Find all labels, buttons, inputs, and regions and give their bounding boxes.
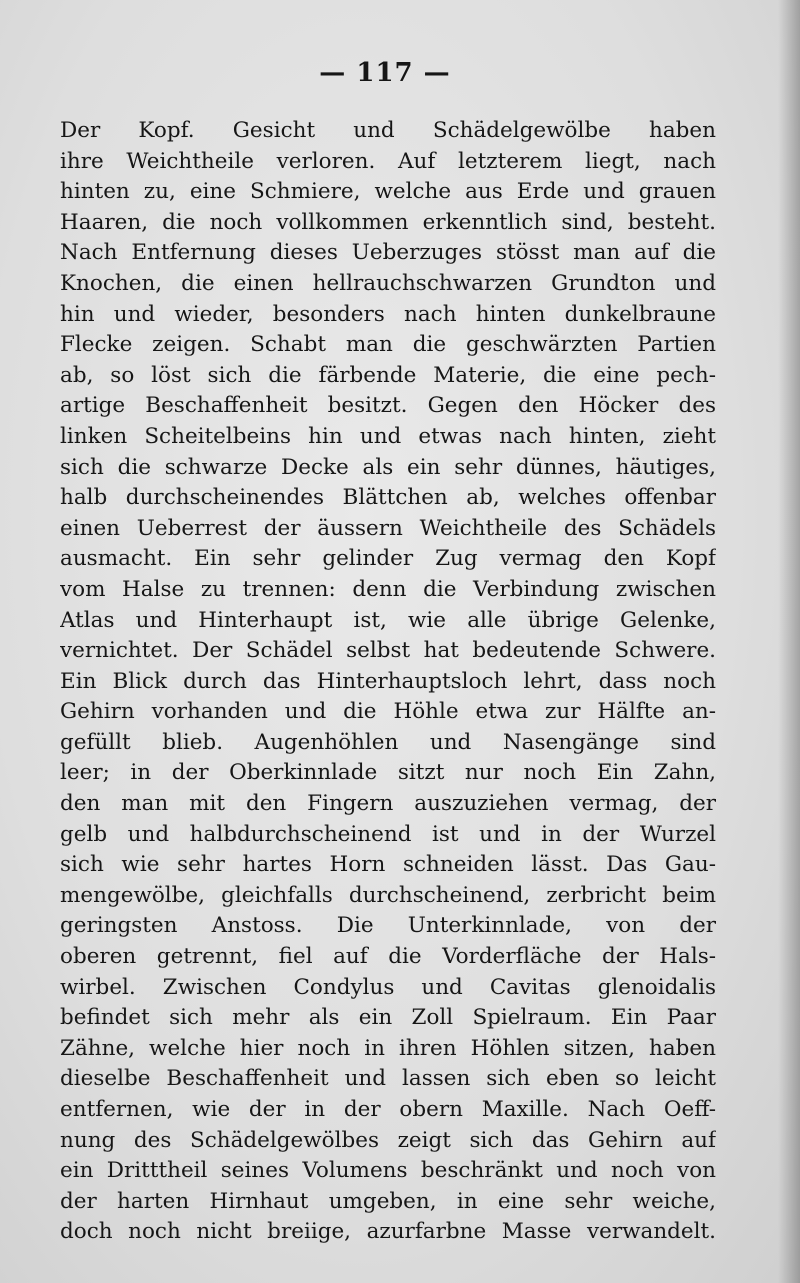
text-line: den man mit den Fingern auszuziehen vermag, der [60, 791, 716, 817]
text-line: ihre Weichtheile verloren. Auf letzterem liegt, nach [60, 148, 716, 174]
text-line: wirbel. Zwischen Condylus und Cavitas glenoidalis [60, 974, 716, 1000]
text-line: leer; in der Oberkinnlade sitzt nur noch Ein Zahn, [60, 760, 716, 786]
text-line: vom Halse zu trennen: denn die Verbindung zwischen [60, 576, 716, 602]
text-line: ein Dritttheil seines Volumens beschränkt und noch von [60, 1158, 716, 1184]
text-line: Der Kopf. Gesicht und Schädelgewölbe haben [60, 118, 716, 143]
text-line: ab, so löst sich die färbende Materie, die eine pech- [60, 362, 716, 388]
text-line: doch noch nicht breiige, azurfarbne Masse verwandelt. [60, 1219, 716, 1245]
text-line: Knochen, die einen hellrauchschwarzen Grundton und [60, 270, 716, 296]
text-line: artige Beschaffenheit besitzt. Gegen den Höcker des [60, 393, 716, 419]
text-line: entfernen, wie der in der obern Maxille. Nach Oeff- [60, 1097, 716, 1122]
text-line: Ein Blick durch das Hinterhauptsloch lehrt, dass noch [60, 668, 716, 694]
text-line: Nach Entfernung dieses Ueberzuges stösst man auf die [60, 240, 716, 266]
text-line: ausmacht. Ein sehr gelinder Zug vermag den Kopf [60, 546, 716, 572]
text-line: der harten Hirnhaut umgeben, in eine sehr weiche, [60, 1188, 716, 1214]
text-line: gelb und halbdurchscheinend ist und in der Wurzel [60, 821, 716, 847]
text-line: Haaren, die noch vollkommen erkenntlich sind, besteht. [60, 209, 716, 235]
text-line: Atlas und Hinterhaupt ist, wie alle übrige Gelenke, [60, 607, 716, 633]
text-line: einen Ueberrest der äussern Weichtheile des Schädels [60, 515, 716, 541]
text-line: mengewölbe, gleichfalls durchscheinend, zerbricht beim [60, 882, 716, 908]
page-number: — 117 — [319, 58, 451, 88]
page-edge-shadow [778, 0, 800, 1283]
text-line: nung des Schädelgewölbes zeigt sich das Gehirn auf [60, 1127, 716, 1153]
text-line: hin und wieder, besonders nach hinten dunkelbraune [60, 301, 716, 327]
text-line: Flecke zeigen. Schabt man die geschwärzten Partien [60, 332, 716, 358]
text-line: oberen getrennt, fiel auf die Vorderfläche der Hals- [60, 944, 716, 970]
text-line: gefüllt blieb. Augenhöhlen und Nasengänge sind [60, 729, 716, 755]
text-line: linken Scheitelbeins hin und etwas nach hinten, zieht [60, 423, 716, 449]
text-line: Zähne, welche hier noch in ihren Höhlen sitzen, haben [60, 1035, 716, 1061]
text-line: halb durchscheinendes Blättchen ab, welches offenbar [60, 485, 716, 511]
text-line: befindet sich mehr als ein Zoll Spielraum. Ein Paar [60, 1005, 716, 1031]
text-line: Gehirn vorhanden und die Höhle etwa zur Hälfte an- [60, 699, 716, 725]
text-line: sich die schwarze Decke als ein sehr dünnes, häutiges, [60, 454, 716, 480]
text-line: geringsten Anstoss. Die Unterkinnlade, von der [60, 913, 716, 939]
text-line: hinten zu, eine Schmiere, welche aus Erde und grauen [60, 179, 716, 205]
body-text [60, 116, 716, 1248]
text-line: vernichtet. Der Schädel selbst hat bedeutende Schwere. [60, 638, 716, 664]
text-line: sich wie sehr hartes Horn schneiden lässt. Das Gau- [60, 852, 716, 878]
text-line: dieselbe Beschaffenheit und lassen sich eben so leicht [60, 1066, 716, 1092]
